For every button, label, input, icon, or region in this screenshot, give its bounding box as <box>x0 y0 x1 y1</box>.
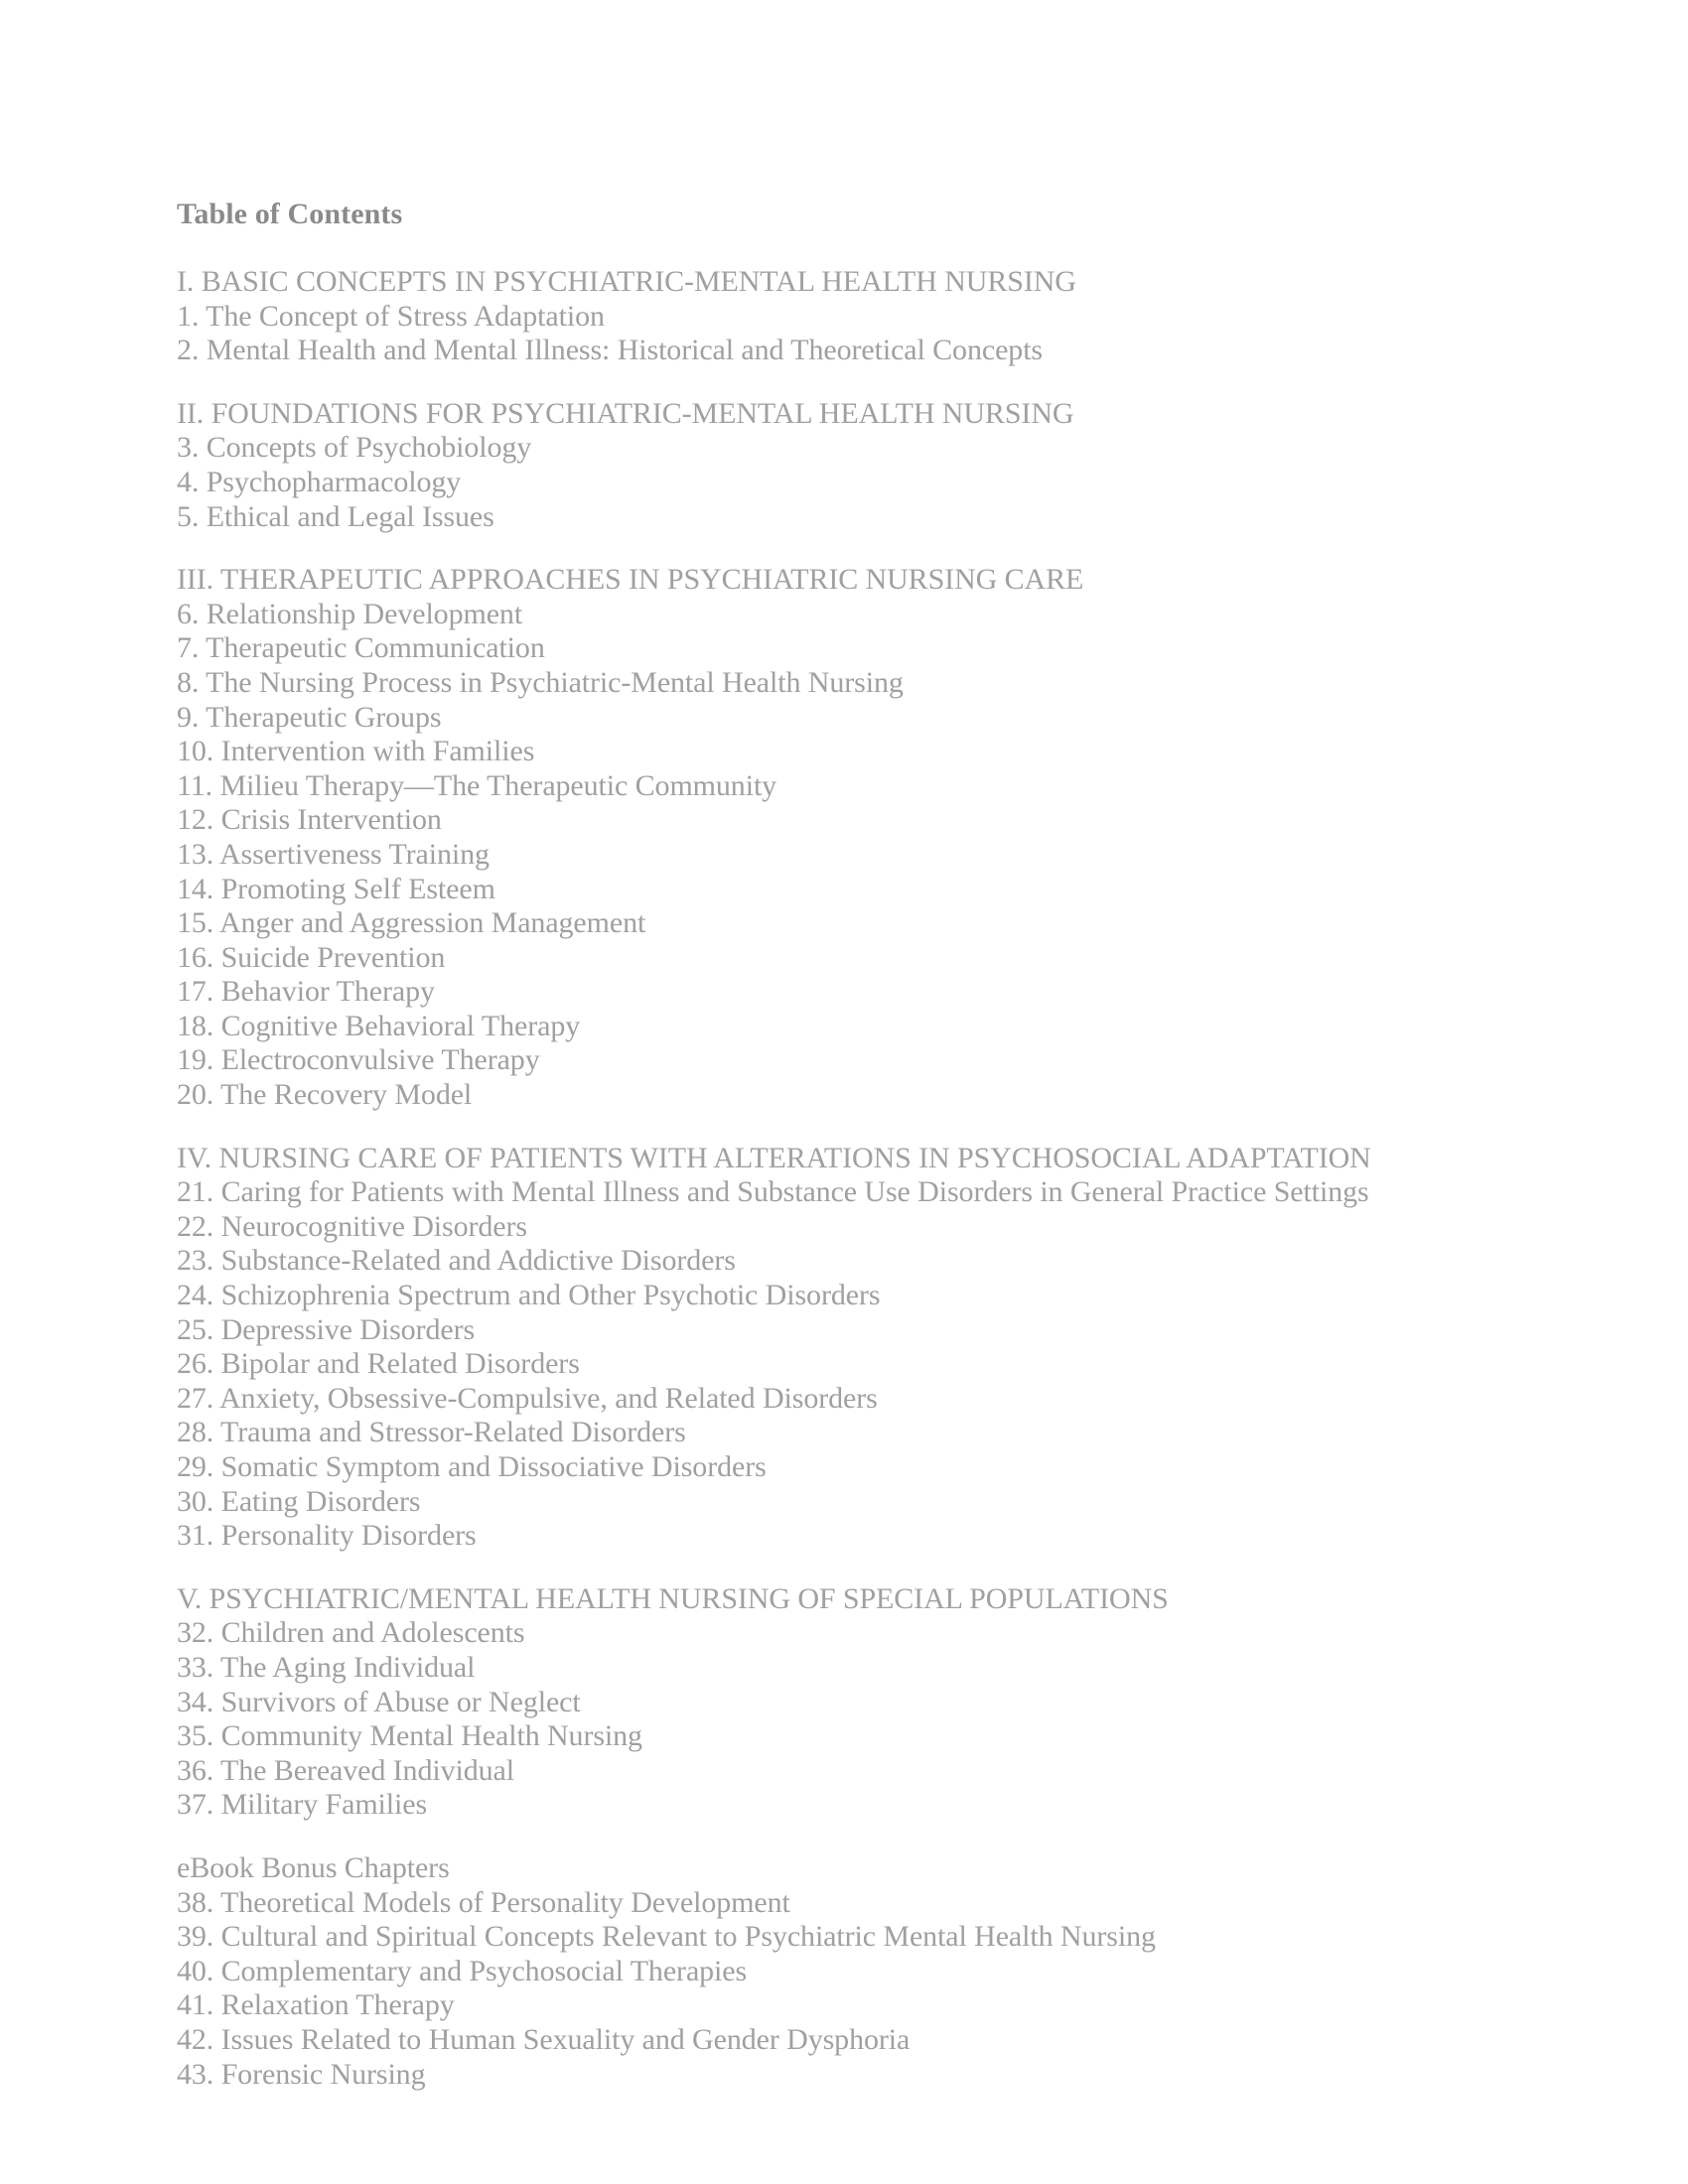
toc-chapter-entry: 40. Complementary and Psychosocial Therapies <box>177 1954 748 1987</box>
toc-chapter-entry: 3. Concepts of Psychobiology <box>177 431 532 465</box>
toc-chapter-entry: 30. Eating Disorders <box>177 1484 421 1518</box>
toc-section <box>177 563 1567 1113</box>
toc-section <box>177 397 1567 534</box>
toc-chapter-entry: 16. Suicide Prevention <box>177 940 446 974</box>
toc-chapter-entry: 38. Theoretical Models of Personality Development <box>177 1885 790 1919</box>
toc-chapter-entry: 20. The Recovery Model <box>177 1078 473 1112</box>
toc-part-heading: eBook Bonus Chapters <box>177 1850 450 1884</box>
toc-chapter-entry: 41. Relaxation Therapy <box>177 1988 455 2022</box>
toc-section <box>177 265 1567 368</box>
toc-chapter-entry: 42. Issues Related to Human Sexuality and Gender Dysphoria <box>177 2022 911 2056</box>
toc-section <box>177 1582 1567 1823</box>
toc-chapter-entry: 22. Neurocognitive Disorders <box>177 1209 527 1243</box>
toc-chapter-entry: 24. Schizophrenia Spectrum and Other Psychotic Disorders <box>177 1279 881 1312</box>
toc-section <box>177 1851 1567 2092</box>
toc-chapter-entry: 26. Bipolar and Related Disorders <box>177 1347 580 1381</box>
toc-part-heading: V. PSYCHIATRIC/MENTAL HEALTH NURSING OF SPECIAL POPULATIONS <box>177 1581 1169 1615</box>
toc-chapter-entry: 5. Ethical and Legal Issues <box>177 499 494 533</box>
toc-chapter-entry: 18. Cognitive Behavioral Therapy <box>177 1009 581 1042</box>
toc-chapter-entry: 2. Mental Health and Mental Illness: Historical and Theoretical Concepts <box>177 334 1043 367</box>
table-of-contents <box>177 197 1567 2092</box>
toc-chapter-entry: 13. Assertiveness Training <box>177 837 490 871</box>
toc-chapter-entry: 43. Forensic Nursing <box>177 2057 426 2091</box>
toc-chapter-entry: 23. Substance-Related and Addictive Disorders <box>177 1244 736 1278</box>
toc-chapter-entry: 29. Somatic Symptom and Dissociative Disorders <box>177 1450 767 1483</box>
toc-chapter-entry: 10. Intervention with Families <box>177 735 535 768</box>
toc-chapter-entry: 37. Military Families <box>177 1788 428 1822</box>
toc-chapter-entry: 1. The Concept of Stress Adaptation <box>177 299 605 333</box>
toc-chapter-entry: 11. Milieu Therapy—The Therapeutic Community <box>177 768 777 802</box>
toc-chapter-entry: 7. Therapeutic Communication <box>177 631 545 665</box>
toc-chapter-entry: 25. Depressive Disorders <box>177 1312 476 1346</box>
toc-chapter-entry: 32. Children and Adolescents <box>177 1616 525 1650</box>
toc-chapter-entry: 27. Anxiety, Obsessive-Compulsive, and Related Disorders <box>177 1381 878 1415</box>
toc-part-heading: III. THERAPEUTIC APPROACHES IN PSYCHIATRIC NURSING CARE <box>177 563 1084 597</box>
toc-chapter-entry: 12. Crisis Intervention <box>177 803 442 837</box>
toc-chapter-entry: 21. Caring for Patients with Mental Illness and Substance Use Disorders in General Practice Settings <box>177 1175 1369 1209</box>
toc-chapter-entry: 31. Personality Disorders <box>177 1519 477 1553</box>
toc-chapter-entry: 36. The Bereaved Individual <box>177 1753 514 1787</box>
toc-chapter-entry: 9. Therapeutic Groups <box>177 700 442 734</box>
toc-chapter-entry: 17. Behavior Therapy <box>177 975 435 1009</box>
toc-part-heading: IV. NURSING CARE OF PATIENTS WITH ALTERATIONS IN PSYCHOSOCIAL ADAPTATION <box>177 1141 1371 1174</box>
toc-chapter-entry: 34. Survivors of Abuse or Neglect <box>177 1685 581 1718</box>
toc-section <box>177 1142 1567 1554</box>
toc-chapter-entry: 6. Relationship Development <box>177 597 523 630</box>
toc-chapter-entry: 39. Cultural and Spiritual Concepts Relevant to Psychiatric Mental Health Nursing <box>177 1920 1156 1954</box>
toc-sections-container <box>177 265 1567 2092</box>
toc-chapter-entry: 28. Trauma and Stressor-Related Disorders <box>177 1416 686 1449</box>
toc-chapter-entry: 8. The Nursing Process in Psychiatric-Mental Health Nursing <box>177 665 904 699</box>
toc-chapter-entry: 4. Psychopharmacology <box>177 465 462 498</box>
toc-chapter-entry: 19. Electroconvulsive Therapy <box>177 1043 540 1077</box>
toc-part-heading: II. FOUNDATIONS FOR PSYCHIATRIC-MENTAL HEALTH NURSING <box>177 396 1074 430</box>
toc-chapter-entry: 33. The Aging Individual <box>177 1650 476 1684</box>
page-title: Table of Contents <box>177 198 403 230</box>
toc-part-heading: I. BASIC CONCEPTS IN PSYCHIATRIC-MENTAL HEALTH NURSING <box>177 265 1076 298</box>
toc-chapter-entry: 14. Promoting Self Esteem <box>177 872 495 905</box>
toc-chapter-entry: 35. Community Mental Health Nursing <box>177 1719 642 1753</box>
toc-chapter-entry: 15. Anger and Aggression Management <box>177 906 646 940</box>
